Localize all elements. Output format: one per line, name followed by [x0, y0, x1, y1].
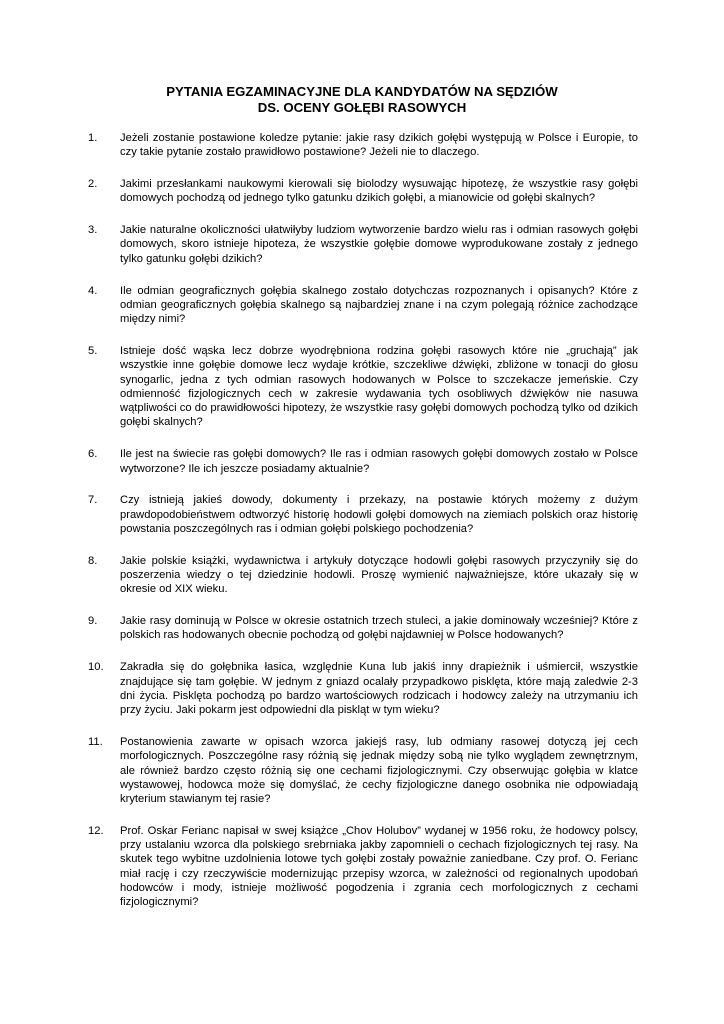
questions-list [88, 131, 638, 927]
question-number: 12. [88, 824, 104, 837]
document-title [0, 84, 724, 116]
question-text: Jakie rasy dominują w Polsce w okresie ostatnich trzech stuleci, a jakie dominowały wcześniej? Które z polskich ras hodowanych obecnie pochodzą od gołębi najdawniej w Polsce hodowanych? [120, 615, 638, 642]
question-text: Jakie polskie książki, wydawnictwa i artykuły dotyczące hodowli gołębi rasowych przyczyniły się do poszerzenia wiedzy o tej dziedzinie hodowli. Proszę wymienić najważniejsze, które ukazały się w okresie od XIX wieku. [120, 554, 638, 596]
question-item [88, 554, 638, 597]
question-number: 7. [88, 494, 98, 507]
question-number: 10. [88, 661, 104, 674]
question-number: 11. [88, 735, 103, 748]
question-number: 3. [88, 224, 98, 237]
question-text: Ile jest na świecie ras gołębi domowych? Ile ras i odmian rasowych gołębi domowych zostało w Polsce wytworzone? Ile ich jeszcze posiadamy aktualnie? [120, 448, 638, 475]
question-number: 1. [88, 132, 98, 144]
title-line-1: PYTANIA EGZAMINACYJNE DLA KANDYDATÓW NA SĘDZIÓW [166, 84, 558, 99]
title-line-2: DS. OCENY GOŁĘBI RASOWYCH [257, 100, 467, 115]
question-item [88, 284, 638, 327]
question-text: Postanowienia zawarte w opisach wzorca jakiejś rasy, lub odmiany rasowej dotyczą jej cech morfologicznych. Poszczególne rasy różnią się jednak między sobą nie tylko wyglądem zewnętrznym, ale również bardzo często różnią się one cechami fizjologicznymi. Czy obserwując gołębia w klatce wystawowej, hodowca może się domyślać, że cechy fizjologiczne danego osobnika nie odpowiadają kryterium stawianym tej rasie? [120, 735, 638, 806]
question-item [88, 824, 638, 910]
question-item [88, 660, 638, 717]
question-text: Istnieje dość wąska lecz dobrze wyodrębniona rodzina gołębi rasowych które nie „gruchają” jak wszystkie inne gołębie domowe lecz wydaje krótkie, szczekliwe dźwięki, zbliżone w tonacji do głosu synogarlic, jedna z tych odmian rasowych hodowanych w Polsce to szczekacze jemeńskie. Czy odmienność fizjologicznych cech w zakresie wydawania tych osobliwych dźwięków nie nasuwa wątpliwości co do prawidłowości hipotezy, że wszystkie rasy gołębi domowych pochodzą tylko od dzikich gołębi skalnych? [120, 344, 638, 429]
question-number: 5. [88, 344, 98, 357]
question-item [88, 223, 638, 266]
question-item [88, 344, 638, 430]
question-number: 9. [88, 615, 98, 628]
question-item [88, 131, 638, 160]
question-item [88, 447, 638, 476]
question-text: Zakradła się do gołębnika łasica, względnie Kuna lub jakiś inny drapieżnik i uśmiercił, wszystkie znajdujące się tam gołębie. W jednym z gniazd ocalały przypadkowo pisklęta, które mają zaledwie 2-3 dni życia. Pisklęta pochodzą po bardzo wartościowych rodzicach i hodowcy zależy na utrzymaniu ich przy życiu. Jaki pokarm jest odpowiedni dla piskląt w tym wieku? [120, 661, 638, 717]
question-text: Jakimi przesłankami naukowymi kierowali się biolodzy wysuwając hipotezę, że wszystkie rasy gołębi domowych pochodzą od jednego tylko gatunku dzikich gołębi, a mianowicie od gołębi skalnych? [120, 178, 638, 205]
question-text: Ile odmian geograficznych gołębia skalnego zostało dotychczas rozpoznanych i opisanych? Które z odmian geograficznych gołębia skalnego są najbardziej znane i na czym polegają różnice zachodzące między nimi? [120, 284, 638, 326]
question-text: Czy istnieją jakieś dowody, dokumenty i przekazy, na postawie których możemy z dużym prawdopodobieństwem odtworzyć historię hodowli gołębi domowych na ziemiach polskich oraz historię powstania poszczególnych ras i odmian gołębi polskiego pochodzenia? [120, 494, 638, 535]
question-text: Prof. Oskar Ferianc napisał w swej książce „Chov Holubov” wydanej w 1956 roku, że hodowcy polscy, przy ustalaniu wzorca dla polskiego srebrniaka jakby zapomnieli o cechach fizjologicznych tej rasy. Na skutek tego wybitne uzdolnienia lotowe tych gołębi zostały poważnie zaniedbane. Czy prof. O. Ferianc miał rację i czy rzeczywiście modernizując przepisy wzorca, w zależności od regionalnych upodobań hodowców i mody, istnieje możliwość pogodzenia i zgrania cech morfologicznych z cechami fizjologicznymi? [120, 824, 638, 909]
question-number: 2. [88, 178, 98, 191]
question-item [88, 735, 638, 806]
question-text: Jakie naturalne okoliczności ułatwiłyby ludziom wytworzenie bardzo wielu ras i odmian rasowych gołębi domowych, skoro istnieje hipoteza, że wszystkie gołębie domowe wyprodukowane zostały z jednego tylko gatunku gołębi dzikich? [120, 224, 638, 265]
question-number: 6. [88, 448, 98, 461]
question-text: Jeżeli zostanie postawione koledze pytanie: jakie rasy dzikich gołębi występują w Polsce i Europie, to czy takie pytanie zostało prawidłowo postawione? Jeżeli nie to dlaczego. [120, 132, 638, 159]
question-item [88, 493, 638, 536]
question-item [88, 177, 638, 206]
question-item [88, 614, 638, 643]
question-number: 8. [88, 554, 98, 567]
question-number: 4. [88, 284, 98, 297]
